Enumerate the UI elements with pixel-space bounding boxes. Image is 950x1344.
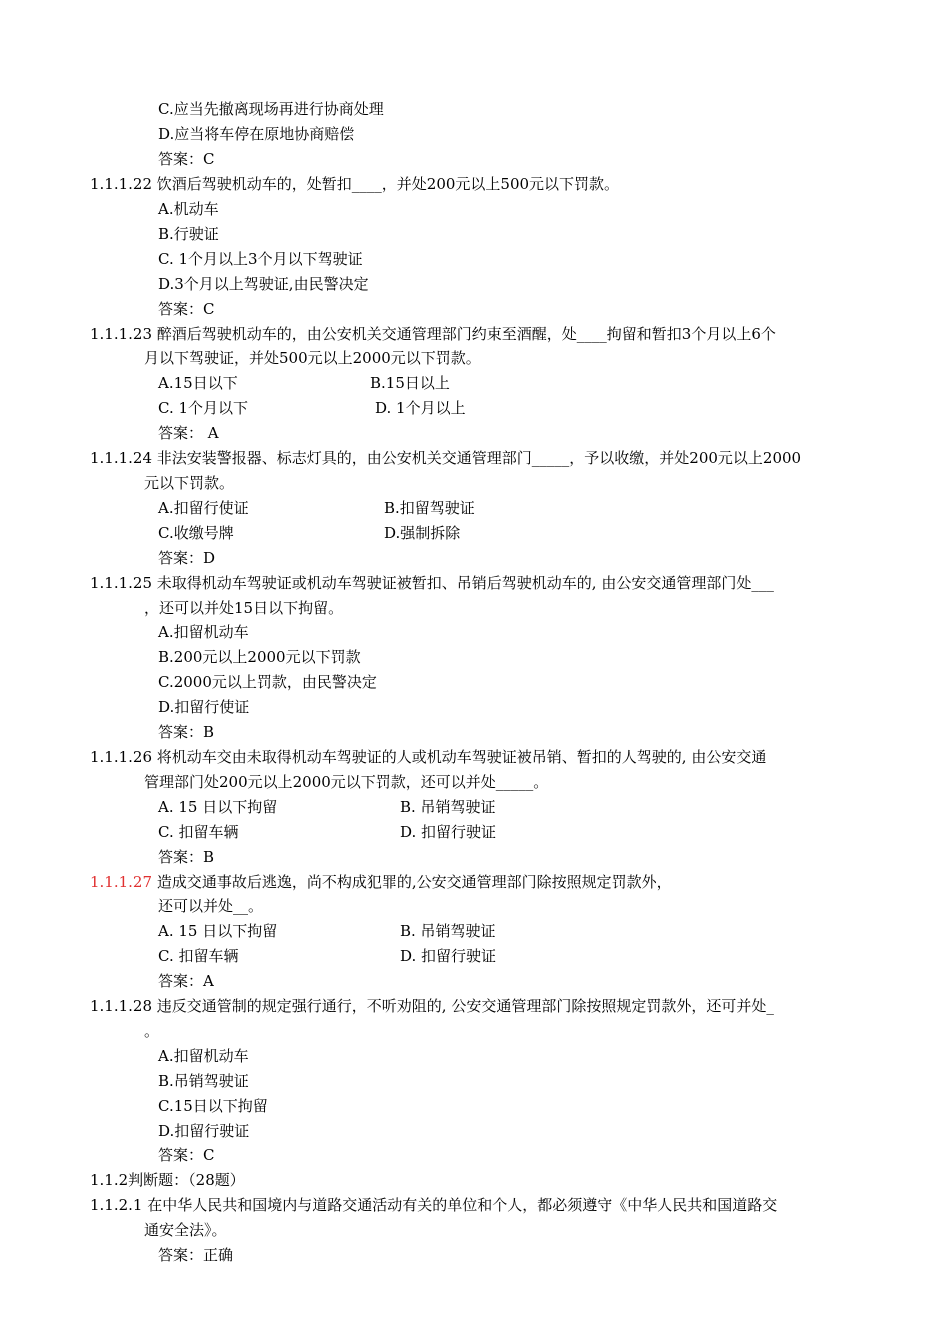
question-continuation: ，还可以并处15日以下拘留。 [144, 599, 344, 617]
question-1-1-1-22: 1.1.1.22 饮酒后驾驶机动车的，处暂扣____，并处200元以上500元以下罚款。 [90, 175, 620, 193]
question-number: 1.1.1.27 [90, 873, 153, 891]
question-continuation: 管理部门处200元以上2000元以下罚款，还可以并处_____。 [144, 773, 549, 791]
answer: 答案： A [158, 424, 219, 442]
question-1-1-2-1: 1.1.2.1 在中华人民共和国境内与道路交通活动有关的单位和个人，都必须遵守《中华人民共和国道路交 [90, 1196, 778, 1214]
option-d: D. 扣留行驶证 [400, 823, 497, 841]
option-b: B.15日以上 [370, 374, 450, 392]
answer: 答案：A [158, 972, 214, 990]
question-continuation: 月以下驾驶证，并处500元以上2000元以下罚款。 [144, 349, 481, 367]
question-1-1-1-24: 1.1.1.24 非法安装警报器、标志灯具的，由公安机关交通管理部门_____，予以收缴，并处200元以上2000 [90, 449, 802, 467]
answer: 答案：C [158, 300, 215, 318]
option-d: D.应当将车停在原地协商赔偿 [158, 125, 355, 143]
option-d: D.扣留行驶证 [158, 1122, 250, 1140]
option-b: B.200元以上2000元以下罚款 [158, 648, 361, 666]
option-a: A.扣留机动车 [158, 623, 249, 641]
option-c: C. 1个月以上3个月以下驾驶证 [158, 250, 363, 268]
question-continuation: 通安全法》。 [144, 1221, 227, 1239]
answer: 答案：B [158, 848, 215, 866]
option-b: B. 吊销驾驶证 [400, 922, 496, 940]
answer: 答案：C [158, 1146, 215, 1164]
option-c: C. 扣留车辆 [158, 947, 239, 965]
option-b: B. 吊销驾驶证 [400, 798, 496, 816]
option-a: A.机动车 [158, 200, 219, 218]
question-continuation: 元以下罚款。 [144, 474, 235, 492]
option-a: A.扣留行使证 [158, 499, 249, 517]
option-d: D.强制拆除 [384, 524, 461, 542]
question-continuation: 还可以并处__。 [158, 897, 264, 915]
option-a: A. 15 日以下拘留 [158, 798, 278, 816]
option-c: C. 1个月以下 [158, 399, 249, 417]
answer: 答案：D [158, 549, 216, 567]
option-b: B.扣留驾驶证 [384, 499, 475, 517]
answer: 答案：B [158, 723, 215, 741]
option-d: D. 扣留行驶证 [400, 947, 497, 965]
question-1-1-1-23: 1.1.1.23 醉酒后驾驶机动车的，由公安机关交通管理部门约束至酒醒，处____拘留和暂扣3个月以上6个 [90, 325, 776, 343]
question-1-1-1-27 [90, 872, 672, 892]
section-heading: 1.1.2判断题：（28题） [90, 1171, 245, 1189]
option-b: B.吊销驾驶证 [158, 1072, 249, 1090]
option-d: D.3个月以上驾驶证,由民警决定 [158, 275, 369, 293]
option-c: C. 扣留车辆 [158, 823, 239, 841]
question-1-1-1-25: 1.1.1.25 未取得机动车驾驶证或机动车驾驶证被暂扣、吊销后驾驶机动车的, 由公安交通管理部门处___ [90, 574, 774, 592]
option-d: D. 1个月以上 [375, 399, 466, 417]
option-a: A.15日以下 [158, 374, 238, 392]
option-a: A. 15 日以下拘留 [158, 922, 278, 940]
question-text: 造成交通事故后逃逸，尚不构成犯罪的,公安交通管理部门除按照规定罚款外， [156, 873, 672, 891]
option-d: D.扣留行使证 [158, 698, 250, 716]
answer: 答案：正确 [158, 1246, 234, 1264]
option-c: C.收缴号牌 [158, 524, 234, 542]
option-c: C.2000元以上罚款，由民警决定 [158, 673, 377, 691]
option-c: C.应当先撤离现场再进行协商处理 [158, 100, 384, 118]
answer: 答案：C [158, 150, 215, 168]
question-1-1-1-26: 1.1.1.26 将机动车交由未取得机动车驾驶证的人或机动车驾驶证被吊销、暂扣的人驾驶的, 由公安交通 [90, 748, 767, 766]
question-1-1-1-28: 1.1.1.28 违反交通管制的规定强行通行，不听劝阻的, 公安交通管理部门除按照规定罚款外，还可并处_ [90, 997, 774, 1015]
question-continuation: 。 [144, 1022, 160, 1040]
option-a: A.扣留机动车 [158, 1047, 249, 1065]
option-b: B.行驶证 [158, 225, 219, 243]
option-c: C.15日以下拘留 [158, 1097, 268, 1115]
